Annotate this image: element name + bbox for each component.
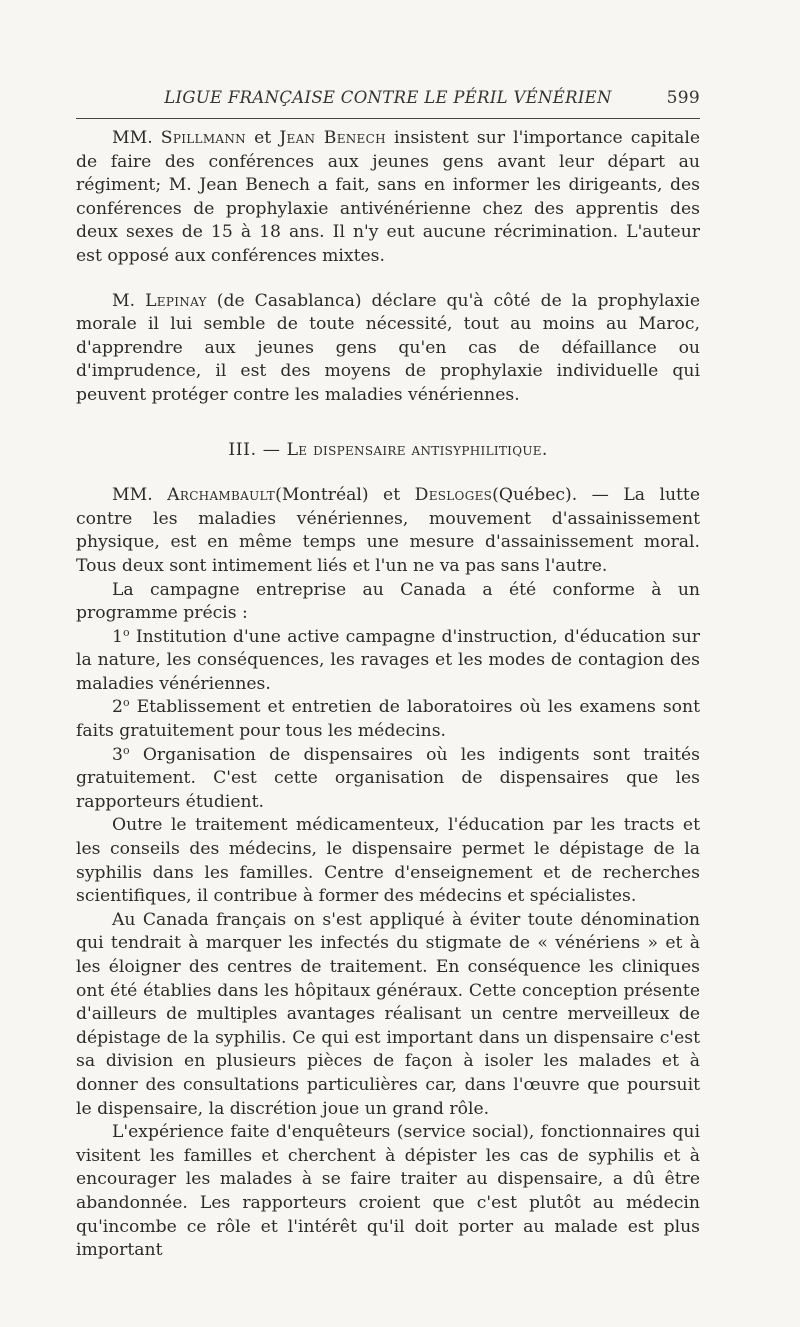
paragraph-outre: Outre le traitement médicamenteux, l'éducation par les tracts et les conseils des médecins, le dispensaire permet le dépistage de la syphilis dans les familles. Centre d'enseignement et de recherches scientifiques, il contribue à former des médecins et spécialistes. bbox=[76, 815, 700, 907]
list-item bbox=[76, 696, 700, 743]
paragraph-experience: L'expérience faite d'enquêteurs (service social), fonctionnaires qui visitent les familles et cherchent à dépister les cas de syphilis et à encourager les malades à se faire traiter au dispensaire, a dû être abandonnée. Les rapporteurs croient que c'est plutôt au médecin qu'incombe ce rôle et l'intérêt qu'il doit porter au malade est plus important bbox=[76, 1122, 700, 1261]
paragraph-text: (de Casablanca) déclare qu'à côté de la prophylaxie morale il lui semble de toute nécessité, tout au moins au Maroc, d'apprendre aux jeunes gens qu'en cas de défaillance ou d'imprudence, il est des moyens de prophylaxie individuelle qui peuvent protéger contre les maladies vénériennes. bbox=[76, 290, 700, 405]
paragraph-lead: M. bbox=[112, 290, 136, 311]
item-text: Etablissement et entretien de laboratoires où les examens sont faits gratuitement pour tous les médecins. bbox=[76, 697, 700, 742]
body-text bbox=[76, 127, 700, 1263]
author-name: Jean Benech bbox=[279, 128, 386, 148]
paragraph-archambault-desloges bbox=[76, 484, 700, 578]
item-number: 2 bbox=[112, 697, 123, 718]
section-heading bbox=[76, 439, 700, 463]
document-page bbox=[76, 88, 700, 1263]
author-name: Lepinay bbox=[145, 290, 207, 311]
running-title: LIGUE FRANÇAISE CONTRE LE PÉRIL VÉNÉRIEN bbox=[164, 88, 612, 107]
item-ordinal: o bbox=[122, 743, 130, 757]
running-head bbox=[76, 88, 700, 114]
paragraph-spillmann-benech bbox=[76, 127, 700, 269]
section-title: Le dispensaire antisyphilitique. bbox=[286, 439, 548, 460]
connector-text: et bbox=[254, 128, 272, 148]
place-text: (Montréal) et bbox=[275, 485, 401, 506]
list-item bbox=[76, 626, 700, 697]
item-ordinal: o bbox=[122, 625, 130, 639]
author-name: Spillmann bbox=[160, 128, 246, 148]
paragraph-lepinay bbox=[76, 290, 700, 408]
section-numeral: III. bbox=[228, 439, 257, 460]
author-name: Archambault bbox=[167, 485, 276, 506]
paragraph-lead: MM. bbox=[112, 485, 153, 506]
item-ordinal: o bbox=[122, 696, 130, 710]
item-text: Institution d'une active campagne d'instruction, d'éducation sur la nature, les conséquences, les ravages et les modes de contagion des maladies vénériennes. bbox=[76, 626, 700, 694]
section-dash: — bbox=[262, 439, 281, 460]
item-number: 1 bbox=[112, 626, 123, 647]
paragraph-programme: La campagne entreprise au Canada a été conforme à un programme précis : bbox=[76, 579, 700, 624]
item-text: Organisation de dispensaires où les indigents sont traités gratuitement. C'est cette organisation de dispensaires que les rapporteurs étudient. bbox=[76, 744, 700, 812]
author-name: Desloges bbox=[414, 485, 493, 506]
paragraph-text: (Québec). — La lutte contre les maladies vénériennes, mouvement d'assainissement physique, est en même temps une mesure d'assainissement moral. Tous deux sont intimement liés et l'un ne va pas sans l'autre. bbox=[76, 485, 701, 576]
paragraph-text: insistent sur l'importance capitale de faire des conférences aux jeunes gens avant leur départ au régiment; M. Jean Benech a fait, sans en informer les dirigeants, des conférences de prophylaxie antivénérienne chez des apprentis des deux sexes de 15 à 18 ans. Il n'y eut aucune récrimination. L'auteur est opposé aux conférences mixtes. bbox=[76, 128, 700, 266]
header-rule bbox=[76, 118, 700, 119]
page-number: 599 bbox=[666, 88, 700, 108]
list-item bbox=[76, 744, 700, 815]
item-number: 3 bbox=[112, 744, 123, 765]
paragraph-canada-francais: Au Canada français on s'est appliqué à éviter toute dénomination qui tendrait à marquer les infectés du stigmate de « vénériens » et à les éloigner des centres de traitement. En conséquence les cliniques ont été établies dans les hôpitaux généraux. Cette conception présente d'ailleurs de multiples avantages réalisant un centre merveilleux de dépistage de la syphilis. Ce qui est important dans un dispensaire c'est sa division en plusieurs pièces de façon à isoler les malades et à donner des consultations particulières car, dans l'œuvre que poursuit le dispensaire, la discrétion joue un grand rôle. bbox=[76, 909, 700, 1119]
paragraph-lead: MM. bbox=[112, 128, 153, 148]
